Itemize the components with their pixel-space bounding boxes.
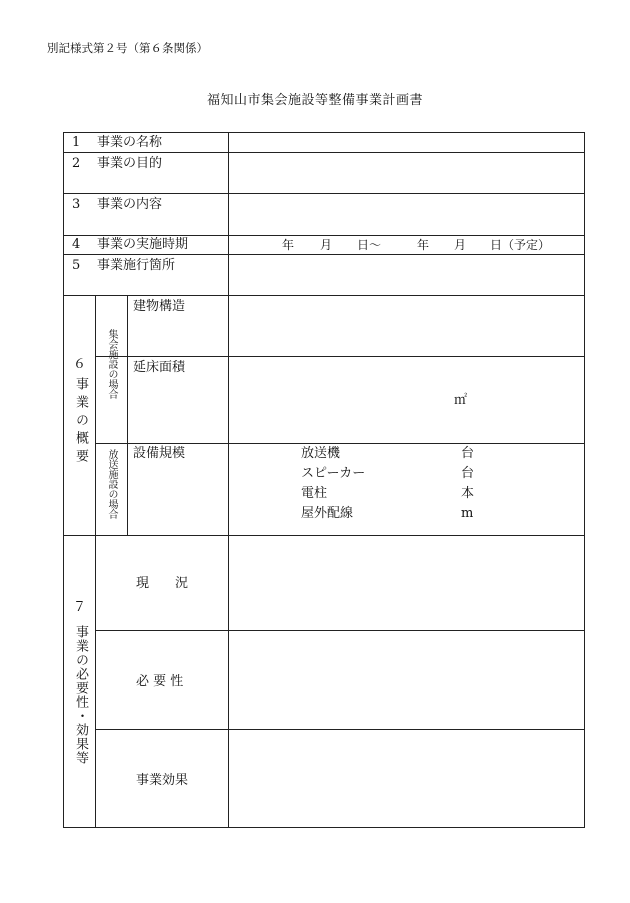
assembly-facility-label: 集会施設の場合 — [106, 329, 117, 399]
row1-label: 事業の名称 — [97, 135, 163, 150]
current-status-label: 現 況 — [136, 576, 189, 591]
row2-label: 事業の目的 — [97, 156, 163, 171]
row-divider — [95, 630, 584, 631]
section7-category-divider — [95, 535, 96, 827]
row2-number: 2 — [72, 156, 81, 171]
utility-pole-unit: 本 — [461, 486, 475, 501]
section6-subcategory-divider — [127, 295, 128, 535]
start-month-label: 月 — [320, 238, 333, 252]
project-effect-label: 事業効果 — [136, 773, 189, 788]
row4-label: 事業の実施時期 — [97, 237, 189, 252]
end-year-label: 年 — [417, 238, 430, 252]
utility-pole-label: 電柱 — [301, 486, 328, 501]
building-structure-label: 建物構造 — [133, 299, 186, 314]
row4-number: 4 — [72, 237, 81, 252]
speaker-label: スピーカー — [301, 466, 366, 481]
speaker-unit: 台 — [461, 466, 475, 481]
row-divider — [64, 535, 584, 536]
end-month-label: 月 — [454, 238, 467, 252]
plan-form-table — [63, 132, 585, 828]
row-divider — [64, 254, 584, 255]
broadcaster-unit: 台 — [461, 446, 475, 461]
row-divider — [95, 729, 584, 730]
row-divider — [64, 152, 584, 153]
floor-area-label: 延床面積 — [133, 360, 186, 375]
page-title: 福知山市集会施設等整備事業計画書 — [206, 93, 423, 108]
section6-label: 事業の概要 — [73, 377, 88, 467]
row-divider — [64, 193, 584, 194]
equipment-scale-label: 設備規模 — [133, 446, 186, 461]
row-divider — [64, 295, 584, 296]
row5-label: 事業施行箇所 — [97, 258, 176, 273]
section6-number: ６ — [73, 357, 87, 372]
row-divider — [64, 235, 584, 236]
section6-category-divider — [95, 295, 96, 535]
form-number-note: 別記様式第２号（第６条関係） — [47, 41, 208, 55]
label-column-divider — [228, 133, 229, 827]
row-divider — [95, 356, 584, 357]
row1-number: 1 — [72, 135, 81, 150]
outdoor-wiring-unit: m — [461, 506, 474, 521]
end-day-label: 日（予定） — [490, 238, 551, 252]
start-day-label: 日～ — [357, 238, 382, 252]
row3-label: 事業の内容 — [97, 197, 163, 212]
broadcaster-label: 放送機 — [301, 446, 341, 461]
section7-label: 事業の必要性・効果等 — [73, 625, 88, 765]
necessity-label: 必 要 性 — [136, 674, 184, 689]
section7-number: ７ — [73, 600, 87, 615]
row-divider — [95, 443, 584, 444]
outdoor-wiring-label: 屋外配線 — [301, 506, 354, 521]
row5-number: 5 — [72, 258, 81, 273]
floor-area-unit: ㎡ — [454, 393, 468, 408]
broadcast-facility-label: 放送施設の場合 — [106, 449, 117, 519]
row3-number: 3 — [72, 197, 81, 212]
start-year-label: 年 — [282, 238, 295, 252]
